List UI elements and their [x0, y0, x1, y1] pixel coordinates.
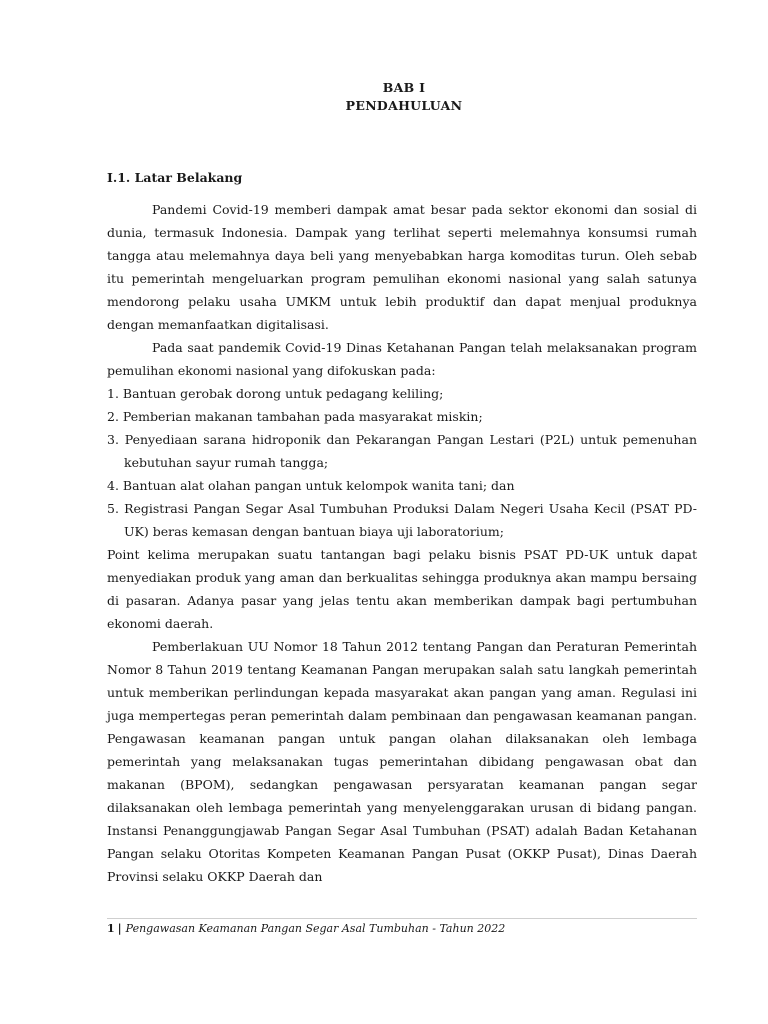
list-item: 1. Bantuan gerobak dorong untuk pedagang keliling;	[107, 386, 444, 401]
document-body	[107, 166, 697, 888]
list-item: 3. Penyediaan sarana hidroponik dan Pekarangan Pangan Lestari (P2L) untuk pemenuhan kebutuhan sayur rumah tangga;	[107, 432, 697, 470]
list-item: 5. Registrasi Pangan Segar Asal Tumbuhan Produksi Dalam Negeri Usaha Kecil (PSAT PD-UK) beras kemasan dengan bantuan biaya uji laboratorium;	[107, 501, 697, 539]
footer-separator: |	[117, 922, 122, 935]
footer-divider	[107, 918, 697, 919]
section-heading: I.1. Latar Belakang	[107, 170, 243, 185]
paragraph-2: Pada saat pandemik Covid-19 Dinas Ketahanan Pangan telah melaksanakan program pemulihan ekonomi nasional yang difokuskan pada:	[107, 340, 697, 378]
footer-title: Pengawasan Keamanan Pangan Segar Asal Tumbuhan - Tahun 2022	[125, 922, 506, 935]
list-item: 4. Bantuan alat olahan pangan untuk kelompok wanita tani; dan	[107, 478, 515, 493]
program-list	[107, 382, 697, 543]
page-number: 1	[107, 922, 115, 935]
chapter-number: BAB I	[382, 80, 426, 95]
chapter-title: PENDAHULUAN	[345, 98, 463, 113]
paragraph-4: Pemberlakuan UU Nomor 18 Tahun 2012 tentang Pangan dan Peraturan Pemerintah Nomor 8 Tahun 2019 tentang Keamanan Pangan merupakan salah satu langkah pemerintah untuk memberikan perlindungan kepada masyarakat akan pangan yang aman. Regulasi ini juga mempertegas peran pemerintah dalam pembinaan dan pengawasan keamanan pangan. Pengawasan keamanan pangan untuk pangan olahan dilaksanakan oleh lembaga pemerintah yang melaksanakan tugas pemerintahan dibidang pengawasan obat dan makanan (BPOM), sedangkan pengawasan persyaratan keamanan pangan segar dilaksanakan oleh lembaga pemerintah yang menyelenggarakan urusan di bidang pangan. Instansi Penanggungjawab Pangan Segar Asal Tumbuhan (PSAT) adalah Badan Ketahanan Pangan selaku Otoritas Kompeten Keamanan Pangan Pusat (OKKP Pusat), Dinas Daerah Provinsi selaku OKKP Daerah dan	[107, 639, 697, 884]
paragraph-3: Point kelima merupakan suatu tantangan bagi pelaku bisnis PSAT PD-UK untuk dapat menyediakan produk yang aman dan berkualitas sehingga produknya akan mampu bersaing di pasaran. Adanya pasar yang jelas tentu akan memberikan dampak bagi pertumbuhan ekonomi daerah.	[107, 547, 697, 631]
page-footer	[107, 921, 505, 936]
list-item: 2. Pemberian makanan tambahan pada masyarakat miskin;	[107, 409, 483, 424]
paragraph-1: Pandemi Covid-19 memberi dampak amat besar pada sektor ekonomi dan sosial di dunia, termasuk Indonesia. Dampak yang terlihat seperti melemahnya konsumsi rumah tangga atau melemahnya daya beli yang menyebabkan harga komoditas turun. Oleh sebab itu pemerintah mengeluarkan program pemulihan ekonomi nasional yang salah satunya mendorong pelaku usaha UMKM untuk lebih produktif dan dapat menjual produknya dengan memanfaatkan digitalisasi.	[107, 202, 697, 332]
